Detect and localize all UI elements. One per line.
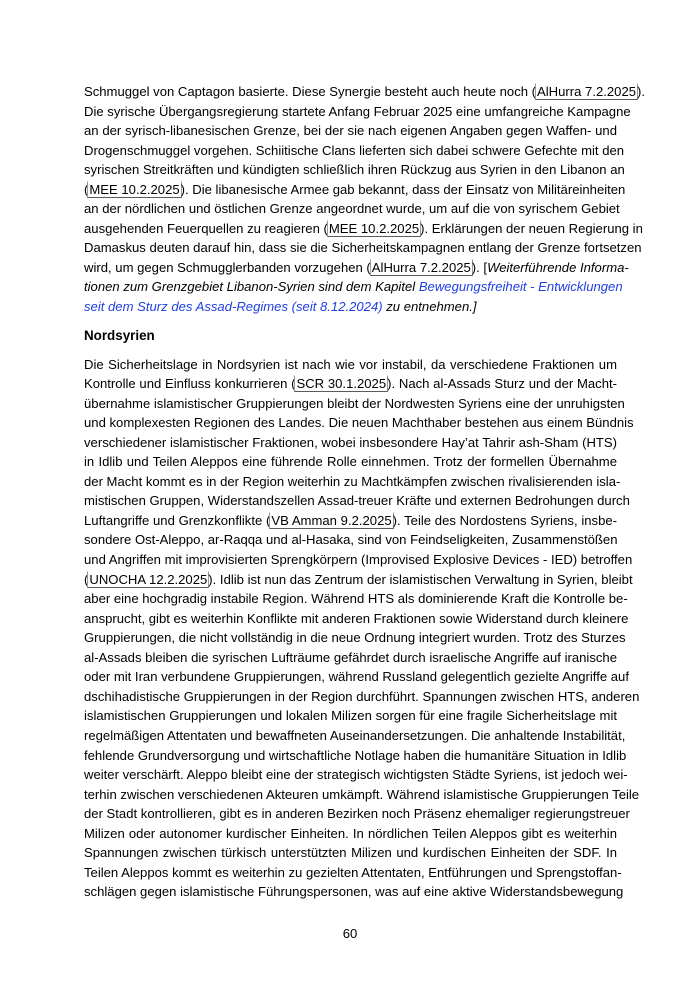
text-line: an der nördlichen und östlichen Grenze angeordnet wurde, um auf die von syrischem Gebiet	[84, 201, 620, 217]
text-line: an der syrisch-libanesischen Grenze, bei der sie nach eigenen Angaben gegen Waffen- und	[84, 123, 617, 139]
text-line: in Idlib und Teilen Aleppos eine führende Rolle einnehmen. Trotz der formellen Übernahme	[84, 454, 617, 470]
text-line: islamistischen Gruppierungen und lokalen Milizen sorgen für eine fragile Sicherheitslage mit	[84, 708, 617, 724]
italic-note: zu entnehmen.]	[382, 299, 477, 315]
text-line: dschihadistische Gruppierungen in der Region durchführt. Spannungen zwischen HTS, anderen	[84, 688, 640, 704]
text-span: (	[84, 571, 89, 587]
text-line	[84, 180, 626, 200]
text-line	[84, 277, 623, 297]
text-line: weiter verschärft. Aleppo bleibt eine der strategisch wichtigsten Städte Syriens, ist jedoch wei-	[84, 767, 628, 783]
text-line: Teilen Aleppos kommt es weiterhin zu gezielten Attentaten, Entführungen und Sprengstoffan-	[84, 864, 622, 880]
section-heading: Nordsyrien	[84, 327, 155, 343]
source-link[interactable]: SCR 30.1.2025	[296, 376, 387, 392]
text-span: ausgehenden Feuerquellen zu reagieren (	[84, 220, 328, 236]
text-line: der Stadt kontrollieren, gibt es in anderen Bezirken noch Präsenz ehemaliger regierungstreuer	[84, 806, 630, 822]
text-line: und Angriffen mit improvisierten Sprengkörpern (Improvised Explosive Devices - IED) betroffen	[84, 552, 633, 568]
text-line	[84, 219, 643, 239]
text-span: ). Die libanesische Armee gab bekannt, dass der Einsatz von Militäreinheiten	[180, 181, 626, 197]
text-line: übernahme islamistischer Gruppierungen bleibt der Nordwesten Syriens eine der unruhigsten	[84, 395, 625, 411]
text-line: Die syrische Übergangsregierung startete Anfang Februar 2025 eine umfangreiche Kampagne	[84, 103, 631, 119]
text-line: Damaskus deuten darauf hin, dass sie die Sicherheitskampagnen entlang der Grenze fortsetzen	[84, 240, 642, 256]
text-span: ). Idlib ist nun das Zentrum der islamistischen Verwaltung in Syrien, bleibt	[208, 571, 633, 587]
text-line: aber eine hochgradig instabile Region. Während HTS als dominierende Kraft die Kontrolle be-	[84, 591, 628, 607]
text-line	[84, 258, 629, 278]
text-span: ). Nach al-Assads Sturz und der Macht-	[387, 376, 617, 392]
text-span: ).	[637, 84, 646, 99]
text-line	[84, 374, 617, 394]
text-span: Schmuggel von Captagon basierte. Diese Synergie besteht auch heute noch (	[84, 84, 537, 99]
text-line: Gruppierungen, die nicht vollständig in die neue Ordnung integriert wurden. Trotz des Sturzes	[84, 630, 626, 646]
text-line: fehlende Grundversorgung und wirtschaftliche Notlage haben die humanitäre Situation in Idlib	[84, 747, 627, 763]
text-span: ). [	[471, 259, 488, 275]
text-line: regelmäßigen Attentaten und bewaffneten Auseinandersetzungen. Die anhaltende Instabilität,	[84, 727, 626, 743]
text-line	[84, 511, 617, 531]
text-line: Die Sicherheitslage in Nordsyrien ist nach wie vor instabil, da verschiedene Fraktionen um	[84, 356, 617, 372]
source-link[interactable]: MEE 10.2.2025	[89, 181, 180, 197]
text-line: Milizen oder autonomer kurdischer Einheiten. In nördlichen Teilen Aleppos gibt es weiterhin	[84, 825, 617, 841]
source-link[interactable]: AlHurra 7.2.2025	[537, 84, 637, 99]
text-line: al-Assads bleiben die syrischen Lufträume gefährdet durch israelische Angriffe auf iranische	[84, 649, 617, 665]
text-span: (	[84, 181, 89, 197]
text-line: terhin zwischen verschiedenen Akteuren umkämpft. Während islamistische Gruppierungen Teile	[84, 786, 640, 802]
source-link[interactable]: AlHurra 7.2.2025	[371, 259, 471, 275]
text-line: sondere Ost-Aleppo, ar-Raqqa und al-Hasaka, sind von Feindseligkeiten, Zusammenstößen	[84, 532, 618, 548]
text-line: verschiedener islamistischer Fraktionen, wobei insbesondere Hay’at Tahrir ash-Sham (HTS)	[84, 434, 617, 450]
text-line: ansprucht, gibt es weiterhin Konflikte mit anderen Fraktionen sowie Widerstand durch kleinere	[84, 610, 629, 626]
chapter-link[interactable]: seit dem Sturz des Assad-Regimes (seit 8.12.2024)	[84, 299, 383, 315]
text-line: oder mit Iran verbundene Gruppierungen, während Russland gelegentlich gezielte Angriffe auf	[84, 669, 629, 685]
chapter-link[interactable]: Bewegungsfreiheit - Entwicklungen	[418, 279, 623, 295]
text-line: und komplexesten Regionen des Landes. Die neuen Machthaber bestehen aus einem Bündnis	[84, 415, 634, 431]
italic-note: tionen zum Grenzgebiet Libanon-Syrien sind dem Kapitel	[84, 279, 419, 295]
text-line: Spannungen zwischen türkisch unterstützten Milizen und kurdischen Einheiten der SDF. In	[84, 845, 617, 861]
source-link[interactable]: MEE 10.2.2025	[328, 220, 420, 236]
source-link[interactable]: UNOCHA 12.2.2025	[89, 571, 208, 587]
italic-note: Weiterführende Informa-	[487, 259, 629, 275]
text-line: syrischen Streitkräften und kündigten schließlich ihren Rückzug aus Syrien in den Libanon an	[84, 162, 625, 178]
source-link[interactable]: VB Amman 9.2.2025	[271, 512, 392, 528]
page-body	[84, 82, 646, 902]
text-span: ). Teile des Nordostens Syriens, insbe-	[392, 512, 617, 528]
text-span: Luftangriffe und Grenzkonflikte (	[84, 512, 271, 528]
text-line	[84, 82, 646, 102]
page-number: 60	[342, 926, 358, 941]
text-line: schlägen gegen islamistische Führungspersonen, was auf eine aktive Widerstandsbewegung	[84, 884, 624, 900]
text-line: der Macht kommt es in der Region weiterhin zu Machtkämpfen zwischen rivalisierenden isla-	[84, 473, 621, 489]
text-line	[84, 297, 617, 317]
text-span: Kontrolle und Einfluss konkurrieren (	[84, 376, 296, 392]
text-line: Drogenschmuggel vorgehen. Schiitische Clans lieferten sich dabei schwere Gefechte mit den	[84, 142, 625, 158]
text-line: mistischen Gruppen, Widerstandszellen Assad-treuer Kräfte und externen Bedrohungen durch	[84, 493, 630, 509]
text-span: ). Erklärungen der neuen Regierung in	[420, 220, 643, 236]
text-span: wird, um gegen Schmugglerbanden vorzugehen (	[84, 259, 371, 275]
paragraph-border-smuggling	[84, 82, 646, 317]
text-line	[84, 570, 633, 590]
paragraph-north-syria	[84, 355, 640, 902]
